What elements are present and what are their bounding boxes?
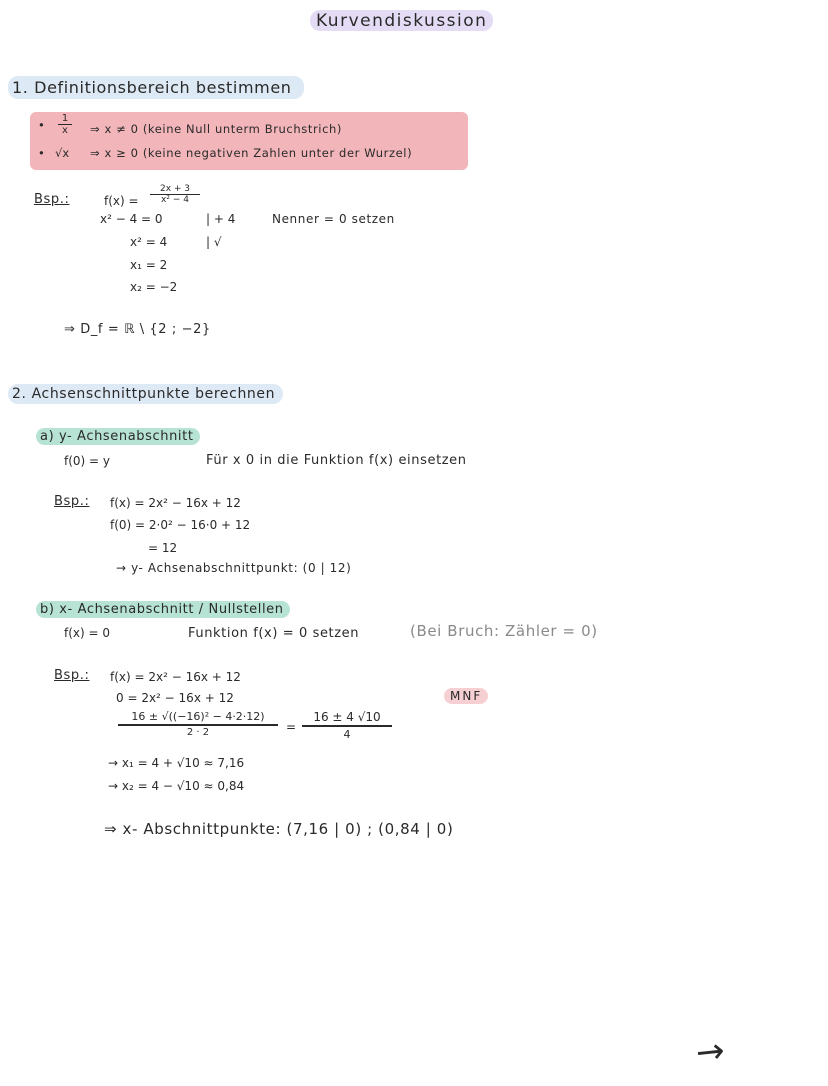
y-intercept-result: → y- Achsenabschnittpunkt: (0 | 12)	[116, 561, 352, 575]
example-1-f-fraction	[150, 184, 200, 205]
section-2a-rule: f(0) = y	[64, 454, 111, 468]
example-2a-line-2: f(0) = 2·0² − 16·0 + 12	[110, 518, 251, 532]
simplified-fraction-den: 4	[343, 727, 351, 741]
example-1-line-3: x₁ = 2	[130, 258, 168, 272]
example-1-note: Nenner = 0 setzen	[272, 212, 395, 226]
rule-2-expr: √x	[55, 146, 70, 160]
section-2b-heading: b) x- Achsenabschnitt / Nullstellen	[36, 601, 290, 618]
section-2a-desc: Für x 0 in die Funktion f(x) einsetzen	[206, 453, 467, 468]
rules-highlight-box	[30, 112, 468, 170]
example-1-f-lhs: f(x) =	[104, 194, 139, 208]
mnf-equals: =	[286, 720, 297, 734]
section-1-heading: 1. Definitionsbereich bestimmen	[8, 76, 304, 99]
domain-result: ⇒ D_f = ℝ \ {2 ; −2}	[64, 322, 211, 337]
x-intercepts-result: ⇒ x- Abschnittpunkte: (7,16 | 0) ; (0,84 | 0)	[104, 820, 454, 838]
section-2b-hint: (Bei Bruch: Zähler = 0)	[410, 622, 598, 640]
rule-2-bullet: •	[38, 146, 45, 160]
example-1-f-num: 2x + 3	[159, 184, 191, 194]
example-1-f-den: x² − 4	[161, 195, 189, 205]
mnf-fraction-num: 16 ± √((−16)² − 4·2·12)	[131, 710, 265, 723]
section-2b-desc: Funktion f(x) = 0 setzen	[188, 626, 360, 641]
rule-1-fraction	[58, 113, 72, 136]
example-2b-line-1: f(x) = 2x² − 16x + 12	[110, 670, 241, 684]
rule-2-text: ⇒ x ≥ 0 (keine negativen Zahlen unter der Wurzel)	[90, 146, 413, 160]
simplified-fraction-bar	[302, 725, 392, 727]
root-x2: → x₂ = 4 − √10 ≈ 0,84	[108, 779, 245, 793]
rule-1-bullet: •	[38, 118, 45, 132]
example-1-line-2: x² = 4	[130, 235, 168, 249]
section-2b-rule: f(x) = 0	[64, 626, 111, 640]
example-2a-label: Bsp.:	[54, 494, 90, 509]
rule-1-text: ⇒ x ≠ 0 (keine Null unterm Bruchstrich)	[90, 122, 342, 136]
rule-1-num: 1	[61, 113, 69, 124]
example-1-line-1: x² − 4 = 0	[100, 212, 163, 226]
example-1-line-4: x₂ = −2	[130, 280, 178, 294]
example-2b-line-2: 0 = 2x² − 16x + 12	[116, 691, 234, 705]
example-2b-label: Bsp.:	[54, 668, 90, 683]
mnf-fraction-den: 2 · 2	[186, 726, 210, 738]
rule-1-den: x	[62, 125, 68, 136]
mnf-fraction-bar	[118, 724, 278, 726]
example-1-op-2: | √	[206, 235, 222, 249]
root-x1: → x₁ = 4 + √10 ≈ 7,16	[108, 756, 245, 770]
simplified-fraction-num: 16 ± 4 √10	[313, 710, 381, 724]
section-2-heading: 2. Achsenschnittpunkte berechnen	[8, 384, 283, 404]
page-title: Kurvendiskussion	[310, 10, 493, 31]
example-2a-line-3: = 12	[148, 541, 178, 555]
example-2a-line-1: f(x) = 2x² − 16x + 12	[110, 496, 241, 510]
mnf-fraction	[118, 710, 278, 738]
next-page-arrow-icon: →	[693, 1030, 727, 1074]
example-1-op-1: | + 4	[206, 212, 236, 226]
mnf-badge: MNF	[444, 688, 488, 704]
example-1-label: Bsp.:	[34, 192, 70, 207]
simplified-fraction	[302, 710, 392, 741]
section-2a-heading: a) y- Achsenabschnitt	[36, 428, 200, 445]
